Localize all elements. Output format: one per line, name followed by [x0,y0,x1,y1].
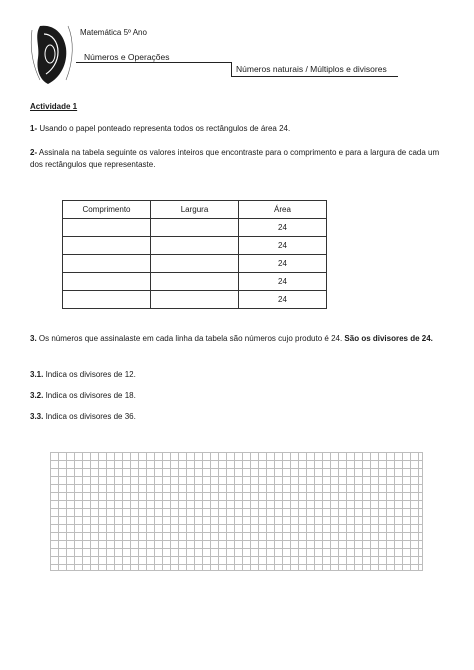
question-2-text: Assinala na tabela seguinte os valores inteiros que encontraste para o comprimento e para a largura de cada um dos rectângulos que representaste. [30,148,440,169]
question-3-1-text: Indica os divisores de 12. [43,370,136,379]
question-3 [30,333,450,345]
cell-comprimento[interactable] [63,237,151,255]
question-3-2 [30,390,136,402]
question-3-3-number: 3.3. [30,412,44,421]
subtopic-header: Números naturais / Múltiplos e divisores [236,64,387,74]
cell-comprimento[interactable] [63,291,151,309]
question-3-3-text: Indica os divisores de 36. [43,412,136,421]
question-3-3 [30,411,136,423]
question-3-number: 3. [30,334,37,343]
question-2 [30,147,450,171]
header-largura: Largura [151,201,239,219]
dimensions-table [62,200,327,309]
header-comprimento: Comprimento [63,201,151,219]
cell-largura[interactable] [151,219,239,237]
header-area: Área [239,201,327,219]
cell-largura[interactable] [151,273,239,291]
cell-largura[interactable] [151,237,239,255]
question-2-number: 2- [30,148,38,157]
activity-title: Actividade 1 [30,102,78,111]
question-3-text: Os números que assinalaste em cada linha da tabela são números cujo produto é 24. [36,334,345,343]
cell-comprimento[interactable] [63,255,151,273]
table-row [63,219,327,237]
cell-largura[interactable] [151,255,239,273]
header-rule-step [231,62,232,76]
question-1 [30,123,450,135]
table-row [63,273,327,291]
cell-area: 24 [239,291,327,309]
question-3-2-number: 3.2. [30,391,44,400]
table-row [63,237,327,255]
question-1-text: Usando o papel ponteado representa todos os rectângulos de área 24. [37,124,291,133]
question-3-1 [30,369,136,381]
header-rule-lower [231,76,398,77]
table-row [63,255,327,273]
cell-comprimento[interactable] [63,273,151,291]
topic-header: Números e Operações [84,52,170,62]
question-3-2-text: Indica os divisores de 18. [43,391,136,400]
cell-area: 24 [239,255,327,273]
cell-area: 24 [239,273,327,291]
question-1-number: 1- [30,124,38,133]
dotted-paper-grid[interactable] [50,452,423,571]
table-row [63,291,327,309]
school-logo [30,20,74,88]
table-header-row [63,201,327,219]
question-3-conclusion: São os divisores de 24. [344,334,433,343]
subject-header: Matemática 5º Ano [80,28,147,37]
question-3-1-number: 3.1. [30,370,44,379]
cell-area: 24 [239,219,327,237]
cell-comprimento[interactable] [63,219,151,237]
header-rule [76,62,231,63]
cell-largura[interactable] [151,291,239,309]
cell-area: 24 [239,237,327,255]
